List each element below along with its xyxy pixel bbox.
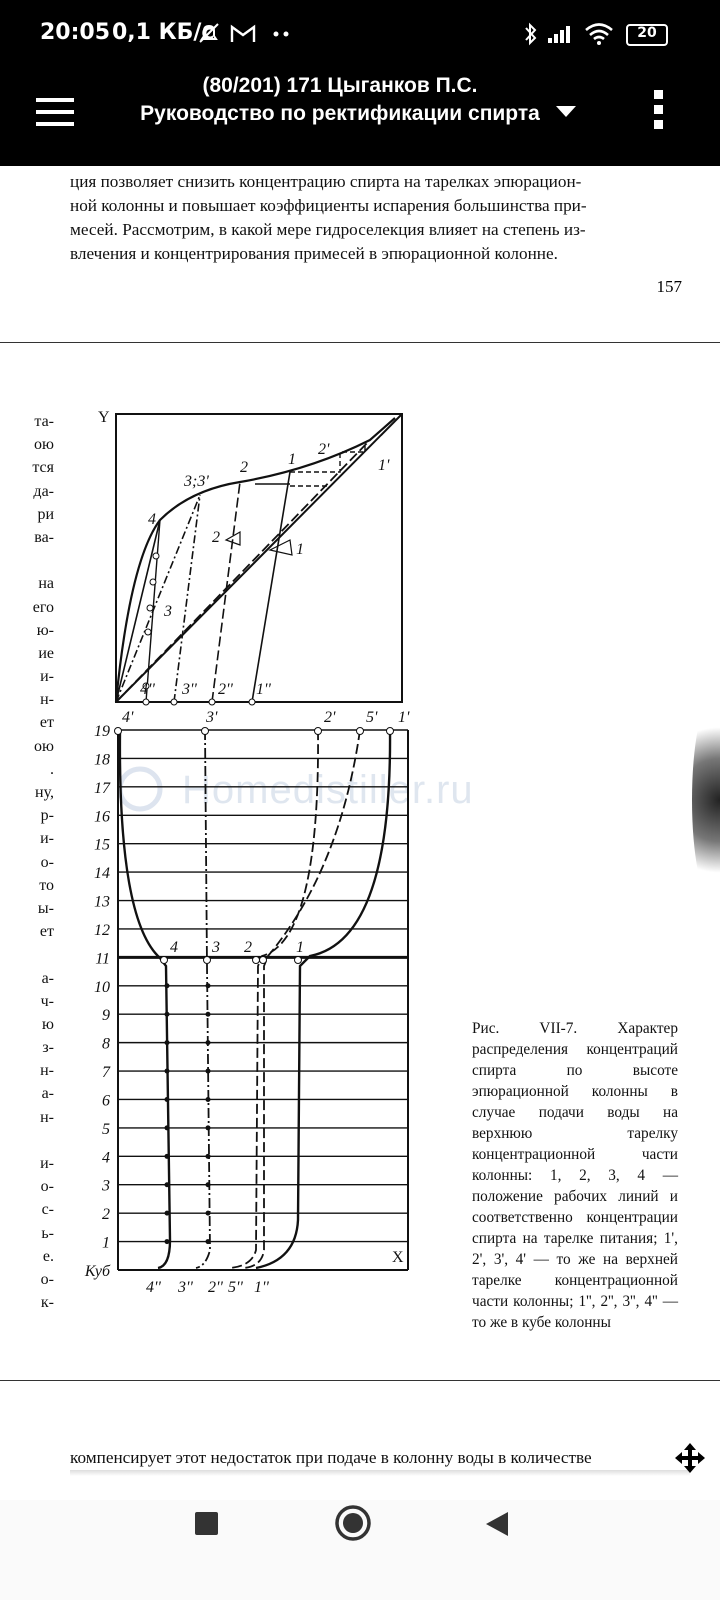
feed-label: 2 — [244, 939, 252, 956]
back-triangle-icon[interactable] — [484, 1510, 510, 1538]
curve-label: 1' — [378, 457, 390, 474]
dropdown-triangle-icon[interactable] — [556, 106, 576, 118]
text-fragment: ри — [37, 505, 54, 523]
top-label: 5' — [366, 709, 378, 726]
navigation-bar — [0, 1500, 720, 1600]
curve-2 — [230, 730, 318, 1268]
text-fragment: ю — [42, 1015, 54, 1033]
wifi-icon — [584, 22, 614, 46]
top-label: 4' — [122, 709, 134, 726]
feed-label: 4 — [170, 939, 178, 956]
text-fragment: то — [39, 876, 54, 894]
curve-label: 3;3' — [184, 473, 209, 490]
text-fragment: з- — [42, 1039, 54, 1057]
curve-label: 1 — [296, 541, 304, 558]
text-fragment: н- — [40, 1108, 54, 1126]
plate-number: 15 — [94, 836, 110, 854]
text-fragment: ю- — [36, 621, 54, 639]
plate-number: 6 — [102, 1092, 110, 1110]
text-fragment: ет — [39, 923, 54, 941]
plate-number: Куб — [84, 1263, 110, 1280]
bottom-label: 1'' — [254, 1279, 269, 1296]
curve-label: 2' — [318, 441, 330, 458]
text-fragment: и- — [40, 1155, 54, 1172]
text-line: ция позволяет снизить концентрацию спирта на тарелках эпюрацион- — [70, 172, 582, 191]
signal-icon — [546, 24, 576, 44]
top-label: 3' — [206, 709, 218, 726]
watermark: Homedistiller.ru — [182, 768, 474, 812]
bottom-label: 2'' — [218, 681, 233, 698]
bottom-label: 2'' — [208, 1279, 223, 1296]
text-fragment: его — [32, 598, 54, 616]
page-separator — [0, 342, 720, 343]
curve-3 — [196, 730, 210, 1268]
text-fragment: ою — [34, 737, 54, 755]
feed-label: 3 — [212, 939, 220, 956]
text-fragment: о- — [40, 1178, 54, 1196]
feed-label: 1 — [296, 939, 304, 956]
plate-number: 16 — [94, 808, 110, 826]
page-text-bottom: компенсирует этот недостаток при подаче в колонну воды в количестве — [70, 1448, 592, 1467]
text-fragment: на — [38, 575, 54, 593]
text-fragment: с- — [41, 1201, 54, 1219]
text-fragment: н- — [40, 1062, 54, 1080]
text-fragment: ь- — [41, 1224, 54, 1242]
plate-number: 5 — [102, 1120, 110, 1138]
curve-5 — [244, 730, 360, 1268]
text-fragment: ет — [39, 714, 54, 732]
home-icon[interactable] — [334, 1504, 372, 1542]
page-curl — [692, 700, 720, 900]
text-fragment: и- — [40, 830, 54, 848]
text-fragment: н- — [40, 691, 54, 709]
more-notifications-icon — [272, 30, 292, 38]
text-fragment: р- — [40, 807, 54, 825]
text-fragment: а- — [41, 1085, 54, 1103]
text-fragment: ы- — [37, 899, 54, 917]
text-fragment: е. — [42, 1247, 54, 1265]
plate-number: 2 — [102, 1206, 110, 1224]
curve-label: 1 — [288, 451, 296, 468]
document-title[interactable]: (80/201) 171 Цыганков П.С. Руководство по ректификации спирта — [140, 74, 540, 125]
text-fragment: а- — [41, 969, 54, 987]
status-time: 20:05 — [40, 20, 111, 45]
text-fragment: ну, — [35, 784, 54, 801]
text-fragment: и- — [40, 668, 54, 686]
next-line-fragment — [70, 1470, 690, 1476]
plate-number: 9 — [102, 1007, 110, 1025]
text-line: влечения и концентрирования примесей в эпюрационной колонне. — [70, 244, 558, 263]
text-line: ной колонны и повышает коэффициенты испарения большинства при- — [70, 196, 587, 215]
plate-number: 18 — [94, 751, 110, 769]
plate-number: 13 — [94, 893, 110, 911]
curve-label: 4 — [148, 511, 156, 528]
page-text-top — [70, 170, 682, 266]
plate-number: 11 — [95, 950, 110, 968]
plate-number: 12 — [94, 921, 110, 939]
app-bar — [0, 64, 720, 166]
plate-number: 10 — [94, 978, 110, 996]
curve-label: 2 — [240, 459, 248, 476]
plate-number: 14 — [94, 865, 110, 883]
page-separator — [0, 1380, 720, 1381]
bottom-label: 1'' — [256, 681, 271, 698]
bottom-label: 4'' — [146, 1279, 161, 1296]
text-fragment: ва- — [34, 528, 54, 546]
x-axis-label: X — [392, 1249, 404, 1266]
text-fragment: ч- — [40, 992, 54, 1010]
status-bar — [0, 0, 720, 64]
text-fragment: о- — [40, 853, 54, 871]
top-label: 2' — [324, 709, 336, 726]
bottom-label: 3'' — [182, 681, 197, 698]
plate-number: 4 — [102, 1149, 110, 1167]
text-fragment: та- — [34, 413, 54, 430]
plate-number: 8 — [102, 1035, 110, 1053]
line-3-vert — [174, 495, 200, 702]
bluetooth-icon — [522, 22, 540, 46]
plate-number: 3 — [102, 1177, 110, 1195]
text-fragment: ие — [38, 644, 54, 662]
curve-4 — [120, 730, 170, 1268]
text-fragment: ою — [34, 436, 54, 454]
top-label: 1' — [398, 709, 410, 726]
battery-icon — [626, 24, 668, 46]
plate-number: 19 — [94, 723, 110, 740]
text-fragment: о- — [40, 1270, 54, 1288]
gmail-icon — [230, 24, 256, 44]
bell-off-icon — [197, 22, 221, 44]
plate-number: 7 — [102, 1064, 110, 1082]
curve-label: 2 — [212, 529, 220, 546]
bottom-label: 3'' — [178, 1279, 193, 1296]
figure-caption: Рис. VII-7. Характер распределения концентраций спирта по высоте эпюрационной колонны в случае подачи воды на верхнюю тарелку концентрационной части колонны: 1, 2, 3, 4 — положение рабочих линий и соответственно концентрации спирта на тарелке питания; 1', 2', 3', 4' — то же на верхней тарелке концентрационной части колонны; 1'', 2'', 3'', 4'' — то же в кубе колонны — [472, 1020, 678, 1331]
battery-level: 20 — [637, 25, 657, 41]
bottom-label: 5'' — [228, 1279, 243, 1296]
bottom-label: 4'' — [140, 681, 155, 698]
more-vertical-icon[interactable] — [652, 90, 666, 130]
move-cross-icon[interactable] — [674, 1442, 706, 1474]
page-number: 157 — [656, 277, 682, 296]
curve-label: 3 — [164, 603, 172, 620]
curve-1 — [256, 730, 390, 1268]
figure-diagram — [0, 400, 460, 1300]
hamburger-menu-icon[interactable] — [36, 98, 74, 126]
text-line: месей. Рассмотрим, в какой мере гидроселекция влияет на степень из- — [70, 220, 586, 239]
text-fragment: да- — [33, 482, 54, 500]
status-net-speed: 0,1 КБ/с — [112, 20, 215, 45]
y-axis-label: Y — [98, 409, 110, 426]
plate-number: 1 — [102, 1234, 110, 1252]
plate-number: 17 — [94, 779, 110, 797]
plate-grid — [84, 723, 408, 1280]
recent-apps-icon[interactable] — [195, 1512, 219, 1536]
text-fragment: к- — [40, 1294, 54, 1310]
line-1-vert — [252, 472, 290, 702]
text-fragment: тся — [32, 459, 54, 477]
text-fragment: . — [50, 760, 54, 778]
